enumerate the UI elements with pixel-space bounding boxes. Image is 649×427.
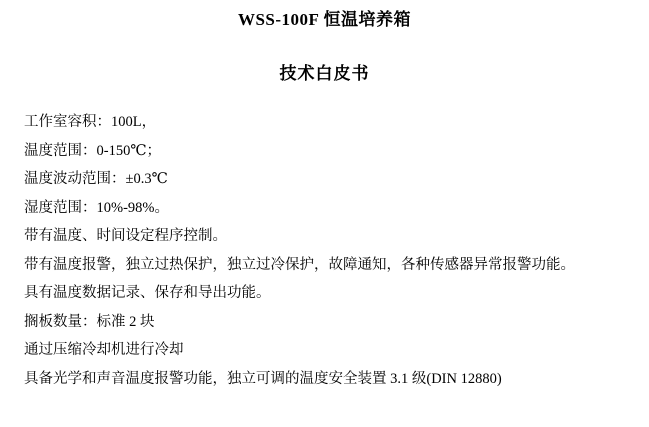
document-page [0, 8, 649, 427]
spec-line: 温度波动范围：±0.3℃ [24, 171, 168, 187]
spec-line: 工作室容积：100L， [24, 114, 157, 130]
spec-line: 具有温度数据记录、保存和导出功能。 [24, 285, 271, 301]
spec-line: 具备光学和声音温度报警功能，独立可调的温度安全装置 3.1 级(DIN 12880) [24, 370, 502, 387]
spec-list [0, 108, 649, 393]
page-subtitle: 技术白皮书 [279, 64, 370, 83]
spec-line: 搁板数量：标准 2 块 [24, 313, 155, 330]
spec-line: 带有温度报警，独立过热保护，独立过冷保护，故障通知，各种传感器异常报警功能。 [24, 256, 575, 273]
spec-line: 带有温度、时间设定程序控制。 [24, 228, 227, 244]
page-title: WSS-100F 恒温培养箱 [237, 10, 412, 29]
spec-line: 湿度范围：10%-98%。 [24, 199, 169, 216]
spec-line: 温度范围：0-150℃； [24, 142, 162, 159]
spec-line: 通过压缩冷却机进行冷却 [24, 342, 184, 358]
